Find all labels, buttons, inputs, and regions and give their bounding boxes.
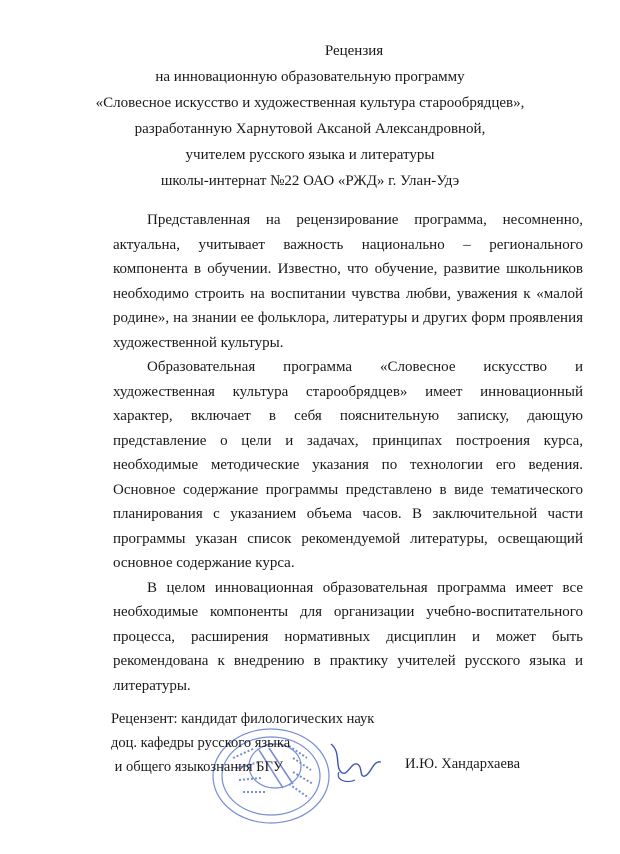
reviewer-block bbox=[111, 707, 374, 779]
document-body bbox=[113, 208, 583, 698]
reviewer-line-2: доц. кафедры русского языка bbox=[111, 735, 291, 751]
header-line-5: школы-интернат №22 ОАО «РЖД» г. Улан-Удэ bbox=[160, 173, 460, 189]
signer-name: И.Ю. Хандархаева bbox=[405, 756, 521, 772]
header-line-3: разработанную Харнутовой Аксаной Александровной, bbox=[134, 121, 486, 137]
document-title: Рецензия bbox=[324, 43, 384, 59]
document-header bbox=[0, 38, 620, 194]
reviewer-line-3: и общего языкознания БГУ bbox=[111, 759, 284, 775]
reviewer-line-1: Рецензент: кандидат филологических наук bbox=[111, 711, 375, 727]
header-line-2: «Словесное искусство и художественная культура старообрядцев», bbox=[95, 95, 525, 111]
body-paragraph-2: Образовательная программа «Словесное искусство и художественная культура старообрядцев» имеет инновационный характер, включает в себя пояснительную записку, дающую представление о цели и задачах, принципах построения курса, необходимые методические указания по технологии его ведения. Основное содержание программы представлено в виде тематического планирования с указанием объема часов. В заключительной части программы указан список рекомендуемой литературы, освещающий основное содержание курса. bbox=[113, 359, 583, 571]
body-paragraph-1: Представленная на рецензирование программа, несомненно, актуальна, учитывает важность национально – регионального компонента в обучении. Известно, что обучение, развитие школьников необходимо строить на воспитании чувства любви, уважения к «малой родине», на знании ее фольклора, литературы и других форм проявления художественной культуры. bbox=[113, 212, 583, 351]
header-line-1: на инновационную образовательную программу bbox=[155, 69, 465, 85]
header-line-4: учителем русского языка и литературы bbox=[185, 147, 435, 163]
body-paragraph-3: В целом инновационная образовательная программа имеет все необходимые компоненты для организации учебно-воспитательного процесса, расширения нормативных дисциплин и может быть рекомендована к внедрению в практику учителей русского языка и литературы. bbox=[113, 579, 583, 694]
